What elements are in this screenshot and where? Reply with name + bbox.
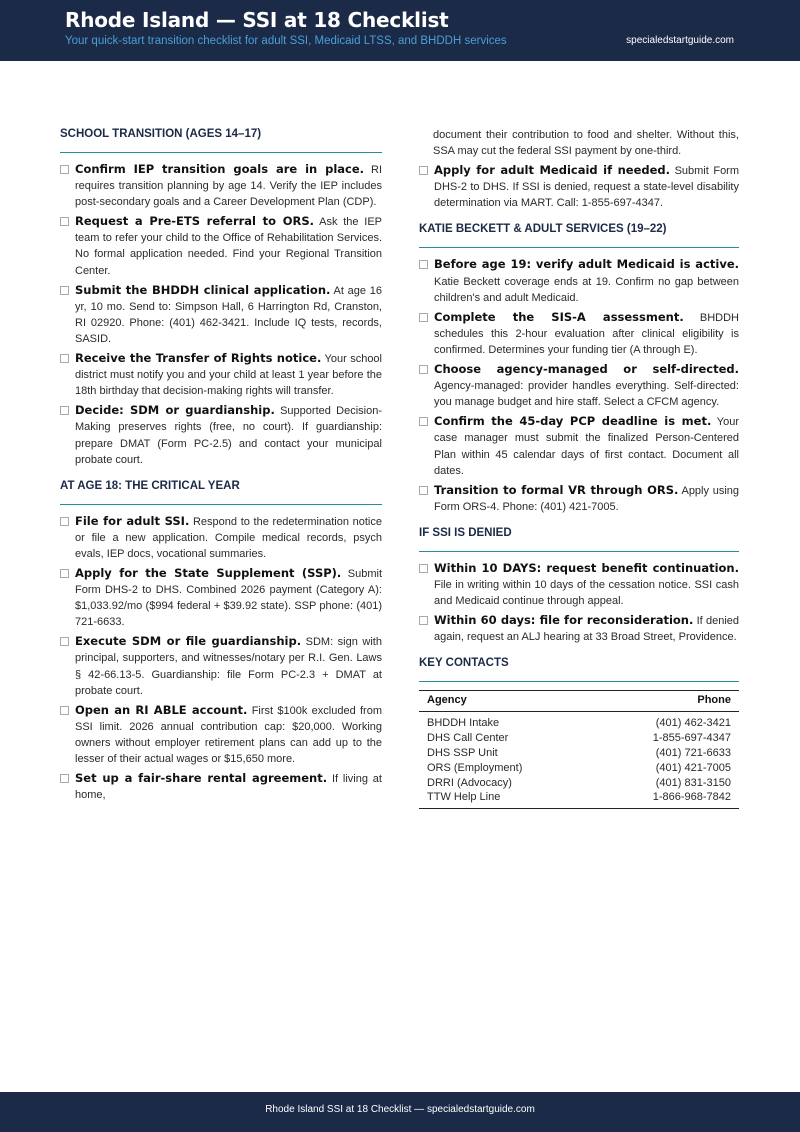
footer-text: Rhode Island SSI at 18 Checklist — specialedstartguide.com <box>265 1104 535 1115</box>
checklist-item <box>60 282 382 347</box>
checkbox-icon[interactable] <box>60 406 69 415</box>
checkbox-icon[interactable] <box>419 313 428 322</box>
checkbox-icon[interactable] <box>60 706 69 715</box>
checkbox-icon[interactable] <box>60 569 69 578</box>
contact-agency: DHS Call Center <box>427 732 509 745</box>
section-title-school: SCHOOL TRANSITION (AGES 14–17) <box>60 126 382 153</box>
checklist-item-lead: Set up a fair-share rental agreement. <box>75 771 328 786</box>
section-title-katie: KATIE BECKETT & ADULT SERVICES (19–22) <box>419 221 739 248</box>
checklist-item-lead: Receive the Transfer of Rights notice. <box>75 351 322 366</box>
contact-agency: DHS SSP Unit <box>427 746 498 759</box>
checkbox-icon[interactable] <box>60 774 69 783</box>
checkbox-icon[interactable] <box>419 166 428 175</box>
checklist-item-text: Your school district must notify you and your child at least 1 year before the 18th birthday that decision-making rights will transfer. <box>75 353 382 398</box>
checklist-item-lead: File for adult SSI. <box>75 513 190 528</box>
checklist-item-lead: Before age 19: verify adult Medicaid is active. <box>434 257 739 272</box>
checklist-item <box>419 162 739 211</box>
table-row <box>419 746 739 761</box>
checkbox-icon[interactable] <box>419 616 428 625</box>
checklist-item-lead: Within 60 days: file for reconsideration. <box>434 613 694 628</box>
site-url: specialedstartguide.com <box>626 35 734 46</box>
checklist-item-text: Your case manager must submit the finalized Person-Centered Plan within 45 calendar days of first contact. Document all dates. <box>434 416 739 477</box>
checklist-item <box>60 513 382 562</box>
checklist-item-lead: Request a Pre-ETS referral to ORS. <box>75 214 315 229</box>
checkbox-icon[interactable] <box>60 637 69 646</box>
rental-agreement-continuation: document their contribution to food and shelter. Without this, SSA may cut the federal SSI payment by one-third. <box>433 129 739 158</box>
checklist-item-text: If living at home, <box>75 773 382 802</box>
contacts-body <box>419 712 739 809</box>
checklist-item-lead: Decide: SDM or guardianship. <box>75 403 275 418</box>
checkbox-icon[interactable] <box>419 417 428 426</box>
checklist-item <box>419 560 739 609</box>
contact-phone: (401) 462-3421 <box>655 717 731 730</box>
checklist-item <box>419 256 739 305</box>
checklist-item-lead: Apply for adult Medicaid if needed. <box>434 163 671 178</box>
right-column <box>419 127 739 809</box>
denied-checklist <box>419 560 739 645</box>
katie-checklist <box>419 256 739 514</box>
page-subtitle: Your quick-start transition checklist for adult SSI, Medicaid LTSS, and BHDDH services <box>65 35 507 47</box>
contacts-header-row <box>419 691 739 712</box>
section-title-age18: AT AGE 18: THE CRITICAL YEAR <box>60 478 382 505</box>
table-row <box>419 761 739 776</box>
page-header <box>0 0 800 61</box>
checklist-item-text: SDM: sign with principal, supporters, and witnesses/notary per R.I. Gen. Laws § 42-66.13-5. Guardianship: file Form PC-2.3 + DMAT at probate court. <box>75 636 382 697</box>
checkbox-icon[interactable] <box>60 286 69 295</box>
contacts-col-phone: Phone <box>592 691 739 712</box>
checklist-item-lead: Choose agency-managed or self-directed. <box>434 362 739 377</box>
checklist-item-text: Katie Beckett coverage ends at 19. Confirm no gap between children's and adult Medicaid. <box>434 275 739 304</box>
checklist-item <box>419 361 739 410</box>
checkbox-icon[interactable] <box>419 260 428 269</box>
contacts-table <box>419 690 739 809</box>
contact-agency: TTW Help Line <box>419 790 592 808</box>
checklist-item-lead: Transition to formal VR through ORS. <box>434 482 679 497</box>
checklist-item <box>419 413 739 478</box>
checkbox-icon[interactable] <box>60 165 69 174</box>
school-checklist <box>60 161 382 468</box>
checklist-item-lead: Confirm IEP transition goals are in place. <box>75 162 365 176</box>
checkbox-icon[interactable] <box>60 354 69 363</box>
checklist-item-text: Respond to the redetermination notice or file a new application. Compile medical records, psych evals, IEP docs, vocational summaries. <box>75 515 382 560</box>
checklist-item-lead: Apply for the State Supplement (SSP). <box>75 565 342 580</box>
page-footer <box>0 1092 800 1132</box>
checklist-item-text: At age 16 yr, 10 mo. Send to: Simpson Hall, 6 Harrington Rd, Cranston, RI 02920. Phone: (401) 462-3421. Include IQ tests, records, SASID. <box>75 284 382 345</box>
checklist-item <box>60 213 382 278</box>
checklist-item-text: Agency-managed: provider handles everything. Self-directed: you manage budget and hire staff. Select a CFCM agency. <box>434 380 739 409</box>
checklist-item-text: Ask the IEP team to refer your child to the Office of Rehabilitation Services. No formal application needed. Find your Regional Transition Center. <box>75 216 382 277</box>
checklist-item <box>60 161 382 210</box>
checklist-item-text: If denied again, request an ALJ hearing at 33 Broad Street, Providence. <box>434 615 739 644</box>
left-column <box>60 126 382 806</box>
checklist-item <box>60 702 382 767</box>
table-row <box>419 712 739 731</box>
section-title-denied: IF SSI IS DENIED <box>419 525 739 552</box>
age18-checklist <box>60 513 382 804</box>
checklist-item <box>419 482 739 515</box>
contact-agency: BHDDH Intake <box>427 717 500 730</box>
table-row <box>419 731 739 746</box>
section-title-contacts: KEY CONTACTS <box>419 655 739 682</box>
checklist-item-text: File in writing within 10 days of the cessation notice. SSI cash and Medicaid continue through appeal. <box>434 578 739 608</box>
checklist-item <box>60 770 382 803</box>
checklist-item <box>419 309 739 358</box>
contact-phone: (401) 831-3150 <box>655 776 731 789</box>
checklist-item-text: BHDDH schedules this 2-hour evaluation after clinical eligibility is confirmed. Determines your funding tier (A through E). <box>434 311 739 356</box>
checklist-item <box>60 402 382 467</box>
checkbox-icon[interactable] <box>419 486 428 495</box>
checkbox-icon[interactable] <box>419 564 428 573</box>
checkbox-icon[interactable] <box>419 365 428 374</box>
checklist-item-lead: Execute SDM or file guardianship. <box>75 634 302 649</box>
contact-phone: (401) 721-6633 <box>655 746 731 759</box>
checklist-item-text: First $100k excluded from SSI limit. 2026 annual contribution cap: $20,000. Working owners without employer retirement plans can add up to the lesser of their actual wages or $15,650 more. <box>75 704 382 765</box>
checklist-item <box>419 612 739 645</box>
contact-agency: DRRI (Advocacy) <box>427 776 512 789</box>
checklist-item-lead: Submit the BHDDH clinical application. <box>75 282 331 297</box>
checkbox-icon[interactable] <box>60 217 69 226</box>
checklist-item-text: RI requires transition planning by age 14. Verify the IEP includes post-secondary goals and a Career Development Plan (CDP). <box>75 164 382 209</box>
contact-phone: 1-855-697-4347 <box>652 732 731 745</box>
table-row <box>419 790 739 808</box>
checklist-item-text: Submit Form DHS-2 to DHS. If SSI is denied, request a state-level disability determination via MART. Call: 1-855-697-4347. <box>434 165 740 210</box>
checklist-item-text: Submit Form DHS-2 to DHS. Combined 2026 payment (Category A): $1,033.92/mo ($994 federal + $39.92 state). SSP phone: (401) 721-6633. <box>75 567 383 629</box>
contact-phone: 1-866-968-7842 <box>592 790 739 808</box>
checklist-item-lead: Complete the SIS-A assessment. <box>434 309 684 324</box>
checklist-item-lead: Within 10 DAYS: request benefit continuation. <box>434 560 739 575</box>
page-title: Rhode Island — SSI at 18 Checklist <box>65 8 449 32</box>
checklist-item-lead: Open an RI ABLE account. <box>75 702 248 717</box>
contact-agency: ORS (Employment) <box>427 761 523 774</box>
contact-phone: (401) 421-7005 <box>655 761 731 774</box>
checklist-item-text: Supported Decision-Making preserves rights (free, no court). If guardianship: prepare DMAT (Form PC-2.5) and contact your municipal probate court. <box>75 405 382 466</box>
checklist-item-lead: Confirm the 45-day PCP deadline is met. <box>434 414 712 429</box>
age18-checklist-continued <box>419 162 739 211</box>
checkbox-icon[interactable] <box>60 517 69 526</box>
table-row <box>419 776 739 791</box>
checklist-item-text: Apply using Form ORS-4. Phone: (401) 421-7005. <box>434 484 740 513</box>
checklist-item <box>60 633 382 698</box>
checklist-item <box>60 350 382 399</box>
checklist-item <box>60 565 382 630</box>
contacts-col-agency: Agency <box>419 691 592 712</box>
